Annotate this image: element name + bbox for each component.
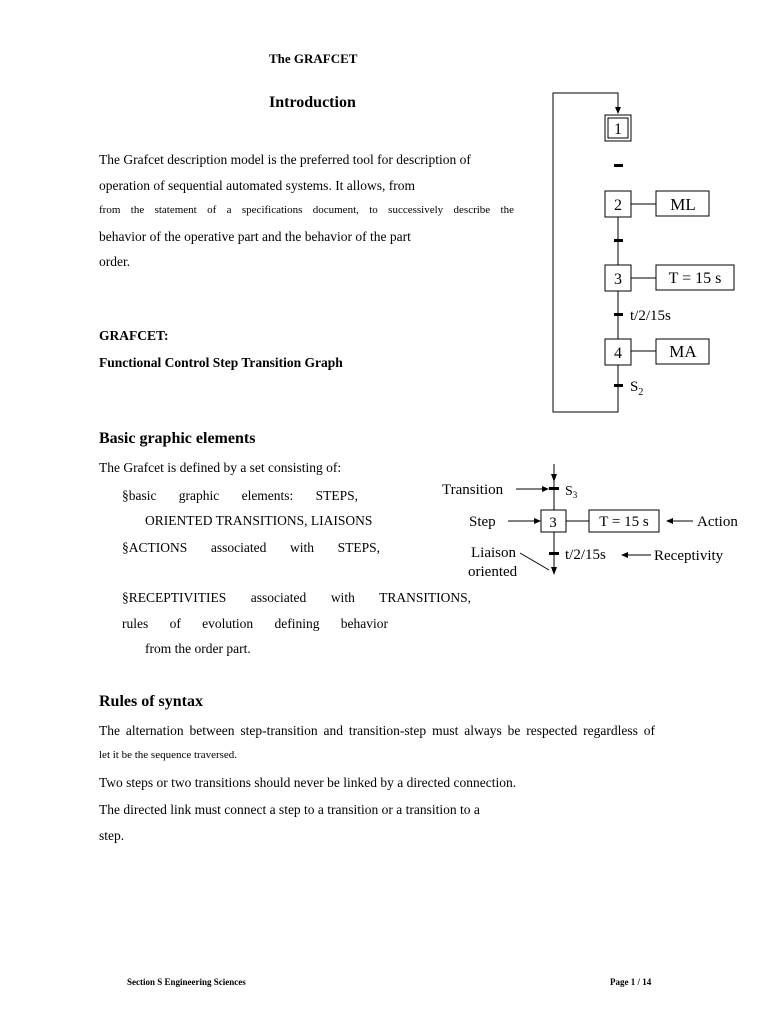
basic-line: The Grafcet is defined by a set consisting of: xyxy=(99,460,342,475)
label-action: Action xyxy=(697,514,738,530)
doc-title: The GRAFCET xyxy=(269,51,358,66)
footer-section: Section S Engineering Sciences xyxy=(127,977,246,987)
basic-line: §RECEPTIVITIES associated with TRANSITIONS, xyxy=(122,590,471,605)
rules-heading: Rules of syntax xyxy=(99,693,204,710)
action-box: MA xyxy=(669,342,697,361)
label-transition: Transition xyxy=(442,482,504,498)
grafcet-label: GRAFCET: xyxy=(99,328,169,343)
basic-heading: Basic graphic elements xyxy=(99,430,256,447)
receptivity-s2: $S_2$ xyxy=(630,379,644,398)
footer-page-number: Page 1 / 14 xyxy=(610,977,652,987)
intro-line: The Grafcet description model is the preferred tool for description of xyxy=(99,152,471,167)
action-box: T = 15 s xyxy=(668,270,722,287)
step-number: 2 xyxy=(614,197,622,214)
grafcet-sequence-diagram xyxy=(545,85,745,420)
transition-receptivity: t/2/15s xyxy=(565,547,606,563)
label-receptivity: Receptivity xyxy=(654,548,724,564)
rules-line: The alternation between step-transition and transition-step must always be respected regardless of xyxy=(99,723,655,738)
intro-line: operation of sequential automated systems. It allows, from xyxy=(99,178,416,193)
intro-heading: Introduction xyxy=(269,94,356,111)
action-box: ML xyxy=(670,195,696,214)
basic-line: §ACTIONS associated with STEPS, xyxy=(122,540,380,555)
label-step: Step xyxy=(469,514,496,530)
basic-line: from the order part. xyxy=(145,641,251,656)
rules-line: The directed link must connect a step to a transition or a transition to a xyxy=(99,802,480,817)
label-liaison: Liaison xyxy=(471,545,516,561)
basic-line: §basic graphic elements: STEPS, xyxy=(122,488,358,503)
intro-line: order. xyxy=(99,254,131,269)
intro-line: from the statement of a specifications document, to successively describe the xyxy=(99,204,514,216)
action-box: T = 15 s xyxy=(599,514,649,530)
rules-line: step. xyxy=(99,828,125,843)
label-s3: $S_3$ xyxy=(565,484,578,500)
basic-line: rules of evolution defining behavior xyxy=(122,616,388,631)
grafcet-full-name: Functional Control Step Transition Graph xyxy=(99,355,343,370)
rules-line: let it be the sequence traversed. xyxy=(99,749,238,761)
basic-line: ORIENTED TRANSITIONS, LIAISONS xyxy=(145,513,373,528)
grafcet-elements-diagram xyxy=(438,460,748,585)
transition-receptivity: t/2/15s xyxy=(630,308,671,324)
step-number: 1 xyxy=(614,121,622,138)
intro-line: behavior of the operative part and the behavior of the part xyxy=(99,229,411,244)
step-number: 3 xyxy=(614,271,622,288)
rules-line: Two steps or two transitions should never be linked by a directed connection. xyxy=(99,775,517,790)
step-number: 4 xyxy=(614,345,622,362)
step-number: 3 xyxy=(549,515,557,531)
label-oriented: oriented xyxy=(468,564,518,580)
